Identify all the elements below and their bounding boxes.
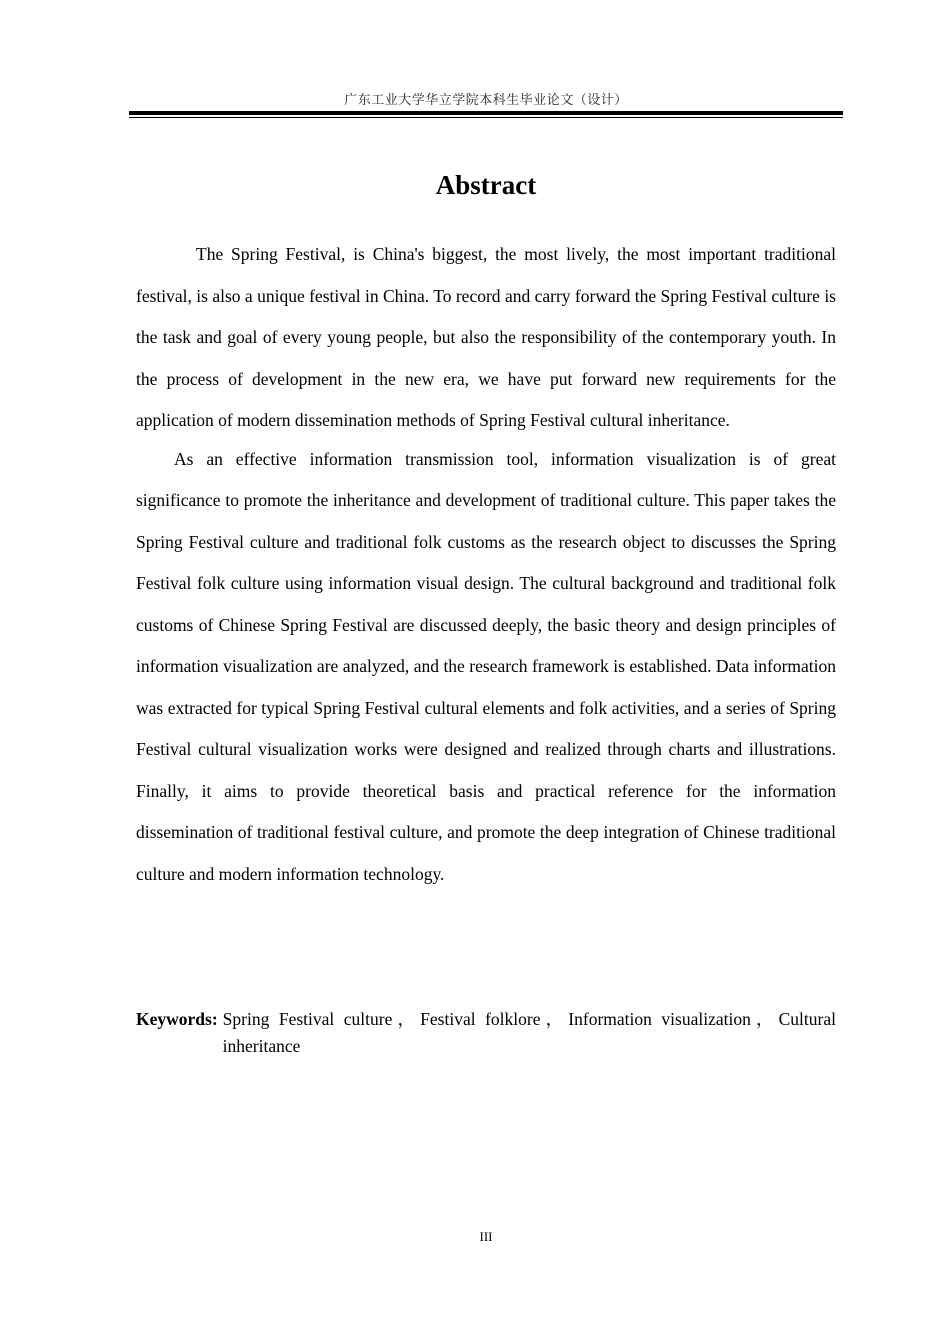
- keywords-label: Keywords:: [136, 1009, 218, 1029]
- abstract-paragraph-1: The Spring Festival, is China's biggest, the most lively, the most important traditional festival, is also a unique festival in China. To record and carry forward the Spring Festival culture is the task and goal of every young people, but also the responsibility of the contemporary youth. In the process of development in the new era, we have put forward new requirements for the application of modern dissemination methods of Spring Festival cultural inheritance.: [136, 244, 836, 430]
- header-rule-thin: [129, 117, 843, 118]
- abstract-body: [136, 234, 836, 895]
- header-rule-thick: [129, 111, 843, 115]
- page-number: III: [479, 1229, 493, 1244]
- keywords-line: [136, 1006, 836, 1060]
- running-header: 广东工业大学华立学院本科生毕业论文（设计）: [344, 93, 628, 108]
- keywords-value: Spring Festival culture，Festival folklore，Information visualization，Cultural inheritance: [222, 1009, 836, 1056]
- abstract-paragraph-2: As an effective information transmission tool, information visualization is of great significance to promote the inheritance and development of traditional culture. This paper takes the Spring Festival culture and traditional folk customs as the research object to discusses the Spring Festival folk culture using information visual design. The cultural background and traditional folk customs of Chinese Spring Festival are discussed deeply, the basic theory and design principles of information visualization are analyzed, and the research framework is established. Data information was extracted for typical Spring Festival cultural elements and folk activities, and a series of Spring Festival cultural visualization works were designed and realized through charts and illustrations. Finally, it aims to provide theoretical basis and practical reference for the information dissemination of traditional festival culture, and promote the deep integration of Chinese traditional culture and modern information technology.: [136, 448, 836, 884]
- abstract-title: Abstract: [435, 170, 537, 200]
